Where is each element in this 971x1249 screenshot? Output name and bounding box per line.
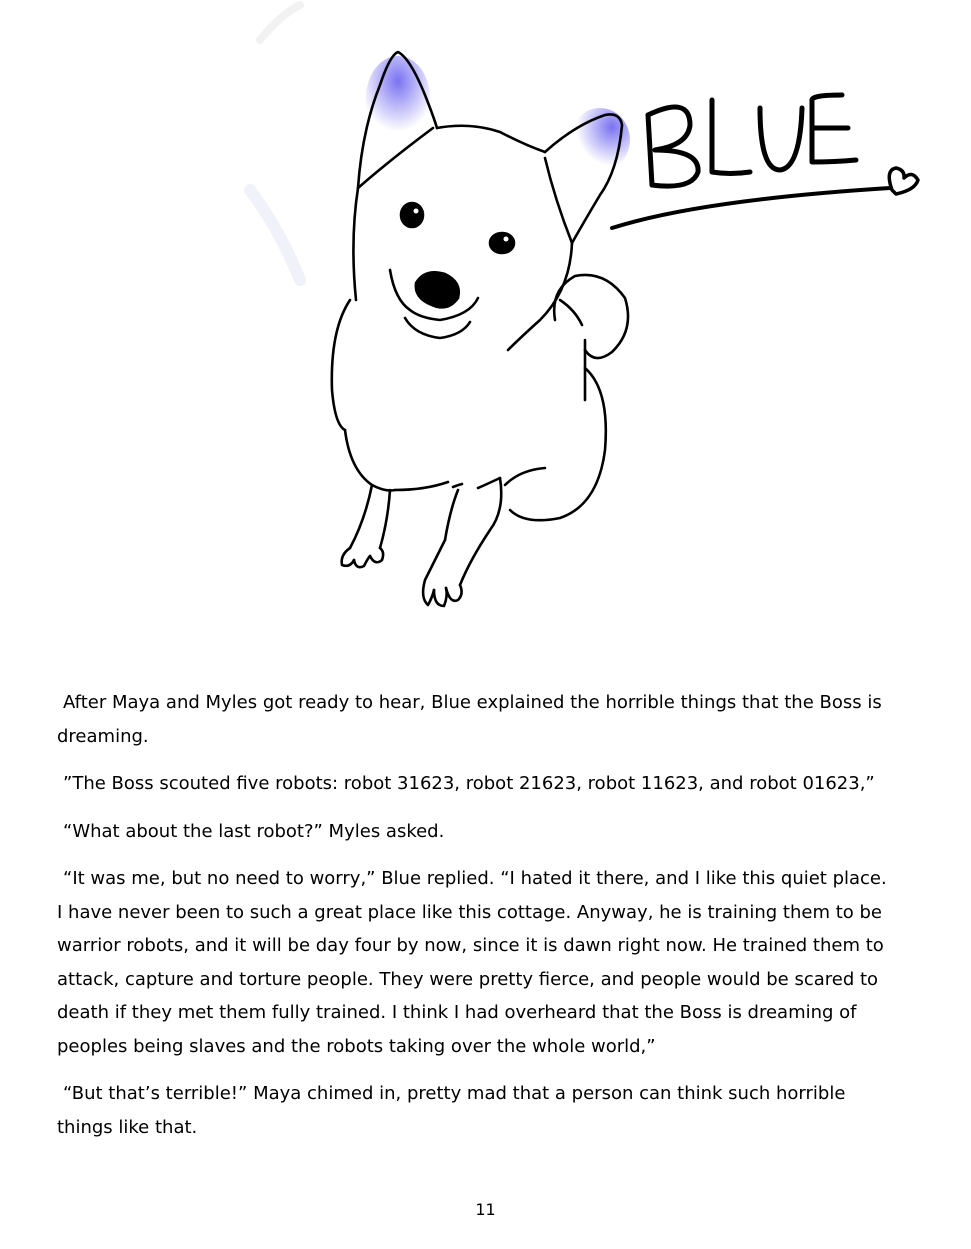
page-number: 11: [475, 1200, 496, 1219]
paragraph-myles-question: “What about the last robot?” Myles asked.: [63, 820, 445, 842]
paragraph-blue-reply: “It was me, but no need to worry,” Blue replied. “I hated it there, and I like this quiet place. I have never been to such a great place like this cottage. Anyway, he is training them to be warrior robots, and it will be day four by now, since it is dawn right now. He trained them to attack, capture and torture people. They were pretty fierce, and people would be scared to death if they met them fully trained. I think I had overheard that the Boss is dreaming of peoples being slaves and the robots taking over the whole world,”: [57, 868, 887, 1057]
paragraph-maya-reaction: “But that’s terrible!” Maya chimed in, pretty mad that a person can think such horrible things like that.: [57, 1083, 846, 1138]
paragraph-robots: ”The Boss scouted five robots: robot 31623, robot 21623, robot 11623, and robot 01623,”: [63, 773, 875, 794]
blue-label-drawing: [612, 95, 918, 228]
paragraph-intro: After Maya and Myles got ready to hear, Blue explained the horrible things that the Boss is dreaming.: [57, 692, 882, 747]
dog-drawing: [332, 52, 918, 606]
story-text: [57, 686, 897, 1158]
